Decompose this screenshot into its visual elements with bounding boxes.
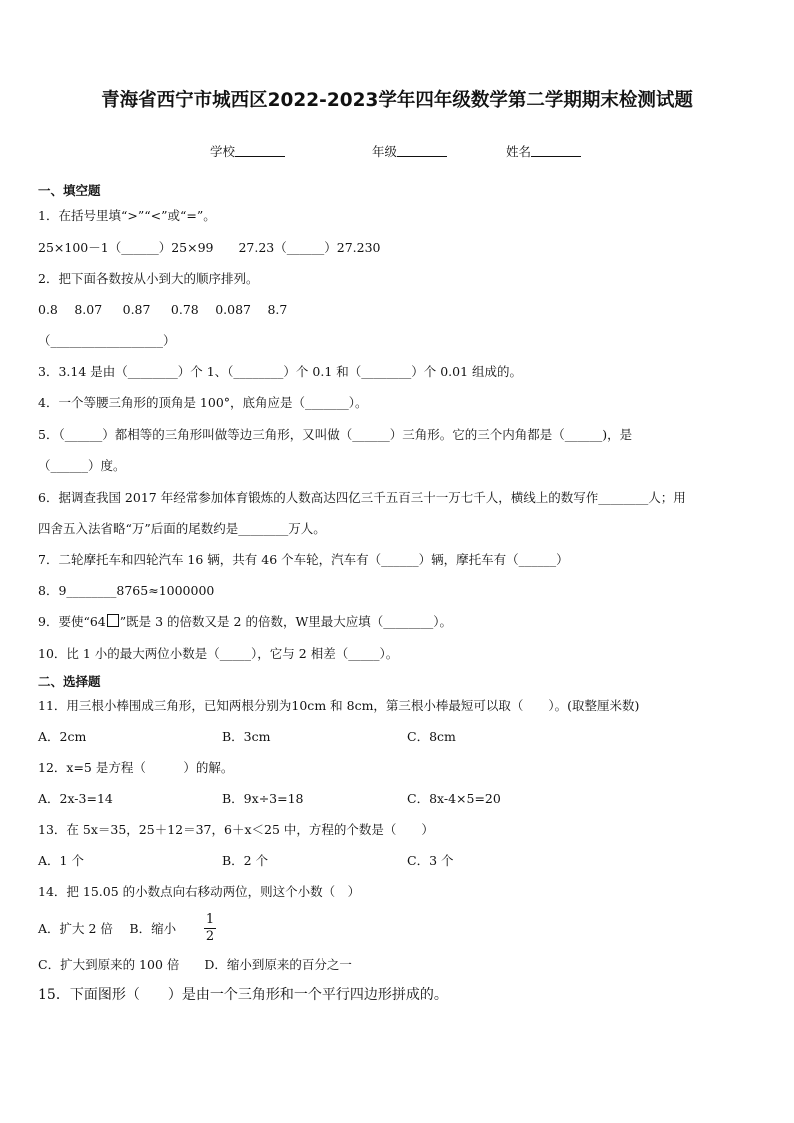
question-4: 4．一个等腰三角形的顶角是 100°，底角应是（_______）。 xyxy=(38,395,368,410)
question-2: 2．把下面各数按从小到大的顺序排列。 xyxy=(38,271,259,286)
grade-label: 年级 xyxy=(372,144,398,159)
question-1: 1．在括号里填“>”“<”或“=”。 xyxy=(38,208,216,223)
name-field xyxy=(506,142,581,160)
question-11: 11．用三根小棒围成三角形，已知两根分别为10cm 和 8cm，第三根小棒最短可以取（ ）。(取整厘米数) xyxy=(38,698,640,713)
question-15: 15．下面图形（ ）是由一个三角形和一个平行四边形拼成的。 xyxy=(38,987,448,1003)
question-12-option-b: B．9x÷3=18 xyxy=(222,791,304,806)
question-5: 5．（______）都相等的三角形叫做等边三角形，又叫做（______）三角形。它的三个内角都是（______)，是 xyxy=(38,427,633,442)
question-7: 7．二轮摩托车和四轮汽车 16 辆，共有 46 个车轮，汽车有（______）辆，摩托车有（______） xyxy=(38,552,569,567)
question-13-option-b: B．2 个 xyxy=(222,853,269,868)
question-2-numbers: 0.8 8.07 0.87 0.78 0.087 8.7 xyxy=(38,302,288,317)
question-14-options-ab: A．扩大 2 倍 B．缩小 xyxy=(38,921,177,936)
name-label: 姓名 xyxy=(506,144,532,159)
question-11-option-a: A．2cm xyxy=(38,729,87,744)
section-choice-heading: 二、选择题 xyxy=(38,674,101,689)
question-11-option-c: C．8cm xyxy=(407,729,456,744)
question-12-option-c: C．8x-4×5=20 xyxy=(407,791,501,806)
question-9-post: ”既是 3 的倍数又是 2 的倍数，W里最大应填（________）。 xyxy=(119,614,453,629)
question-12: 12．x=5 是方程（ ）的解。 xyxy=(38,760,234,775)
page-title: 青海省西宁市城西区2022-2023学年四年级数学第二学期期末检测试题 xyxy=(101,90,693,111)
question-6: 6．据调查我国 2017 年经常参加体育锻炼的人数高达四亿三千五百三十一万七千人，横线上的数写作________人；用 xyxy=(38,490,686,505)
question-9-pre: 9．要使“64 xyxy=(38,614,106,629)
question-14-options-cd: C．扩大到原来的 100 倍 D．缩小到原来的百分之一 xyxy=(38,957,352,972)
question-2-answer: （__________________） xyxy=(38,333,176,348)
fraction-denominator: 2 xyxy=(205,929,215,944)
question-9 xyxy=(38,614,452,630)
name-blank[interactable] xyxy=(531,143,581,157)
fraction-numerator: 1 xyxy=(205,912,215,927)
question-13: 13．在 5x＝35，25＋12＝37，6＋x＜25 中，方程的个数是（ ） xyxy=(38,822,434,837)
question-10: 10．比 1 小的最大两位小数是（_____），它与 2 相差（_____）。 xyxy=(38,646,399,661)
school-blank[interactable] xyxy=(235,143,285,157)
question-12-option-a: A．2x-3=14 xyxy=(38,791,113,806)
grade-field xyxy=(372,142,447,160)
question-1-items: 25×100－1（______）25×99 27.23（______）27.230 xyxy=(38,240,381,255)
school-label: 学校 xyxy=(210,144,236,159)
question-5-cont: （______）度。 xyxy=(38,458,126,473)
digit-box-icon xyxy=(107,614,119,627)
question-14: 14．把 15.05 的小数点向右移动两位，则这个小数（ ） xyxy=(38,884,361,899)
question-6-cont: 四舍五入法省略“万”后面的尾数约是________万人。 xyxy=(38,521,326,536)
question-11-option-b: B．3cm xyxy=(222,729,271,744)
fraction-one-half xyxy=(204,913,216,944)
grade-blank[interactable] xyxy=(397,143,447,157)
question-3: 3．3.14 是由（________）个 1、（________）个 0.1 和（________）个 0.01 组成的。 xyxy=(38,364,523,379)
school-field xyxy=(210,142,285,160)
question-13-option-a: A．1 个 xyxy=(38,853,84,868)
question-13-option-c: C．3 个 xyxy=(407,853,454,868)
section-fill-heading: 一、填空题 xyxy=(38,183,101,198)
question-8: 8．9________8765≈1000000 xyxy=(38,583,215,598)
